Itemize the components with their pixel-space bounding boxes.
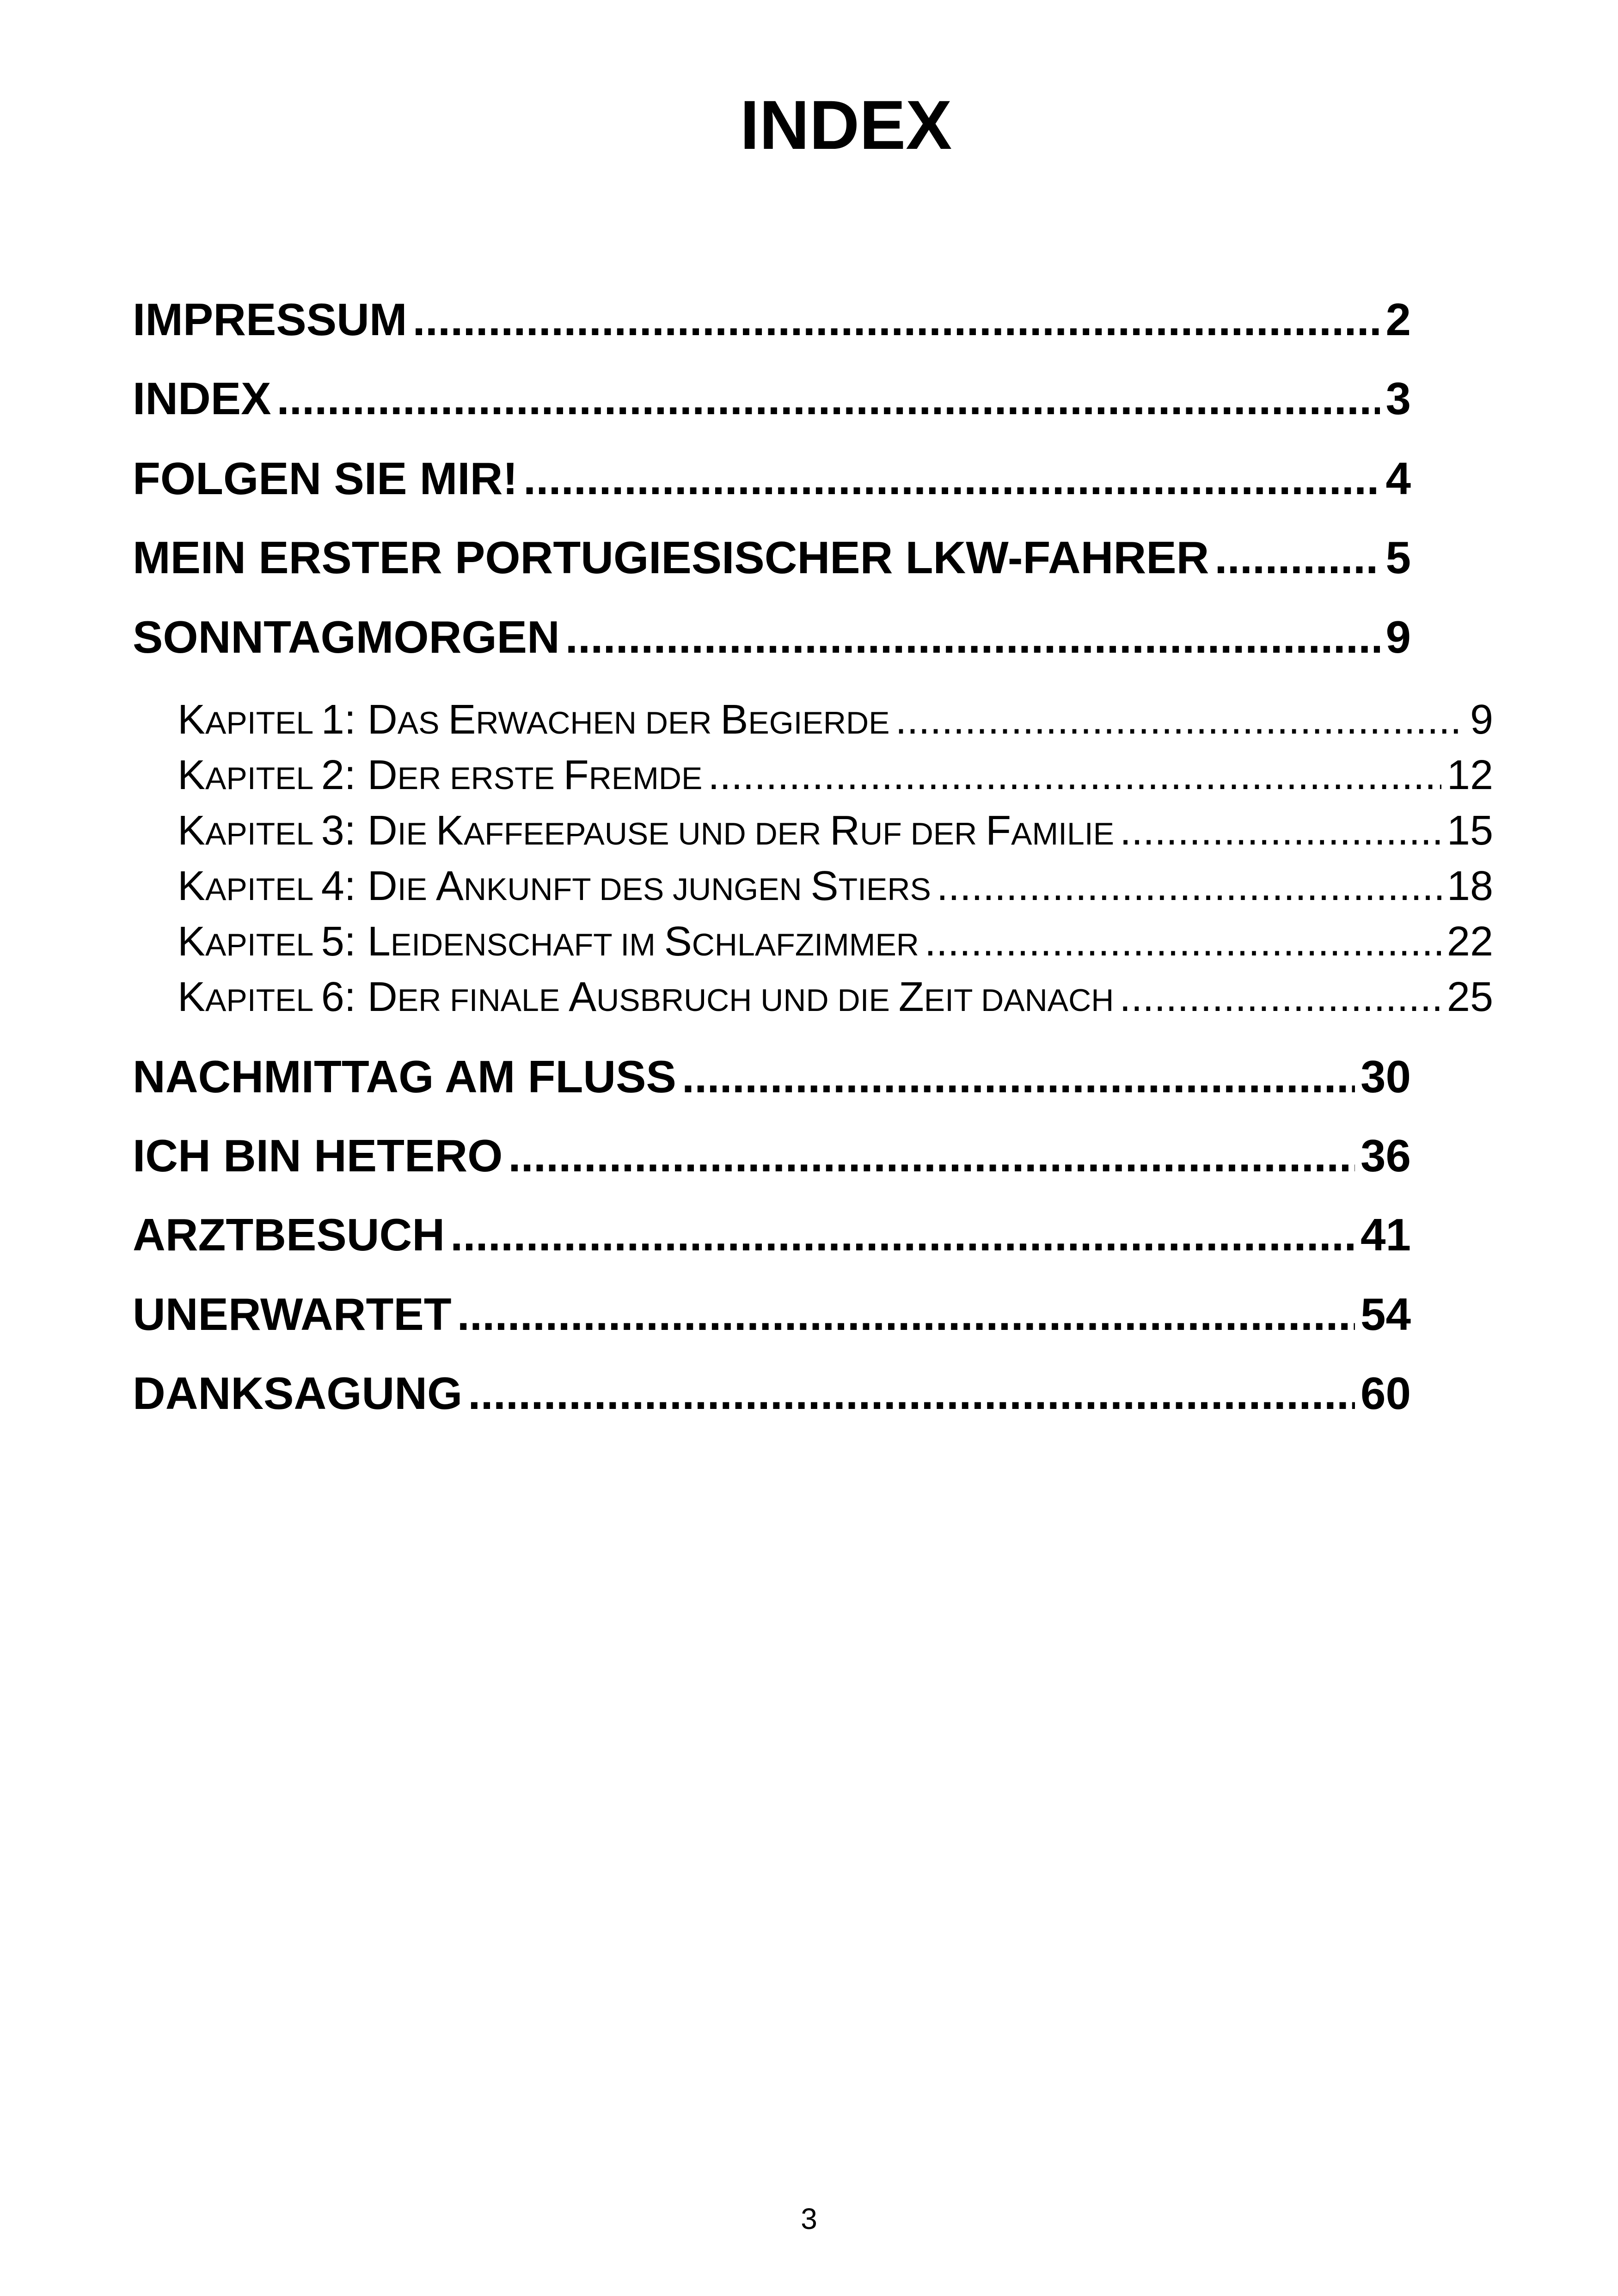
toc-entry-page: 4: [1385, 453, 1411, 504]
toc-entry-label: NACHMITTAG AM FLUSS: [133, 1051, 676, 1102]
toc-chapter-label: KAPITEL 6: DER FINALE AUSBRUCH UND DIE ZEIT DANACH: [178, 974, 1114, 1020]
toc-entry-label: MEIN ERSTER PORTUGIESISCHER LKW-FAHRER: [133, 532, 1209, 583]
toc-entry-label: IMPRESSUM: [133, 294, 407, 345]
toc-entry-sonntagmorgen[interactable]: [133, 609, 1411, 665]
dot-leader: [937, 861, 1441, 912]
toc-chapter-5[interactable]: [178, 916, 1493, 967]
dot-leader: [925, 916, 1441, 967]
toc-chapter-page: 25: [1446, 974, 1493, 1020]
dot-leader: [708, 750, 1441, 801]
dot-leader: [682, 1049, 1355, 1104]
toc-chapter-2[interactable]: [178, 750, 1493, 801]
toc-chapter-1[interactable]: [178, 694, 1493, 745]
toc-chapter-page: 12: [1446, 752, 1493, 798]
dot-leader: [277, 371, 1380, 426]
toc-chapter-page: 18: [1446, 863, 1493, 909]
dot-leader: [413, 292, 1380, 347]
toc-entry-unerwartet[interactable]: [133, 1286, 1411, 1342]
toc-entry-ich-bin-hetero[interactable]: [133, 1128, 1411, 1183]
toc-chapter-label: KAPITEL 2: DER ERSTE FREMDE: [178, 752, 703, 798]
toc-entry-label: SONNTAGMORGEN: [133, 612, 560, 662]
dot-leader: [450, 1207, 1355, 1262]
toc-entry-label: ICH BIN HETERO: [133, 1130, 503, 1181]
toc-entry-impressum[interactable]: [133, 292, 1411, 347]
dot-leader: [1120, 805, 1441, 856]
toc-entry-index[interactable]: [133, 371, 1411, 426]
toc-chapter-label: KAPITEL 3: DIE KAFFEEPAUSE UND DER RUF DER FAMILIE: [178, 808, 1115, 854]
page-title: INDEX: [740, 86, 952, 164]
toc-entry-label: INDEX: [133, 373, 271, 424]
toc-entry-label: UNERWARTET: [133, 1289, 452, 1340]
toc-entry-label: FOLGEN SIE MIR!: [133, 453, 518, 504]
toc-entry-page: 9: [1385, 612, 1411, 662]
toc-chapter-label: KAPITEL 5: LEIDENSCHAFT IM SCHLAFZIMMER: [178, 918, 919, 965]
dot-leader: [457, 1286, 1355, 1342]
toc-chapter-3[interactable]: [178, 805, 1493, 856]
page-number: 3: [801, 2202, 817, 2235]
toc-entry-page: 60: [1360, 1368, 1411, 1419]
toc-entry-page: 5: [1385, 532, 1411, 583]
toc-chapter-4[interactable]: [178, 861, 1493, 912]
toc-entry-nachmittag-am-fluss[interactable]: [133, 1049, 1411, 1104]
dot-leader: [508, 1128, 1355, 1183]
toc-chapter-page: 22: [1446, 918, 1493, 965]
toc-entry-page: 30: [1360, 1051, 1411, 1102]
toc-entry-lkw-fahrer[interactable]: [133, 530, 1411, 585]
toc-entry-page: 3: [1385, 373, 1411, 424]
toc-entry-danksagung[interactable]: [133, 1365, 1411, 1421]
dot-leader: [1119, 972, 1441, 1022]
toc-entry-arztbesuch[interactable]: [133, 1207, 1411, 1262]
toc-chapter-page: 15: [1446, 808, 1493, 854]
toc-entry-page: 54: [1360, 1289, 1411, 1340]
toc-chapter-label: KAPITEL 1: DAS ERWACHEN DER BEGIERDE: [178, 697, 890, 743]
toc-entry-page: 36: [1360, 1130, 1411, 1181]
dot-leader: [468, 1365, 1355, 1421]
toc-chapter-page: 9: [1470, 697, 1493, 743]
toc-entry-page: 2: [1385, 294, 1411, 345]
toc-entry-label: ARZTBESUCH: [133, 1209, 445, 1260]
toc-entry-label: DANKSAGUNG: [133, 1368, 463, 1419]
dot-leader: [1214, 530, 1380, 585]
dot-leader: [895, 694, 1464, 745]
toc-entry-page: 41: [1360, 1209, 1411, 1260]
dot-leader: [523, 451, 1380, 506]
dot-leader: [565, 609, 1380, 665]
toc-chapter-6[interactable]: [178, 972, 1493, 1022]
toc-chapter-label: KAPITEL 4: DIE ANKUNFT DES JUNGEN STIERS: [178, 863, 931, 909]
toc-entry-folgen-sie-mir[interactable]: [133, 451, 1411, 506]
